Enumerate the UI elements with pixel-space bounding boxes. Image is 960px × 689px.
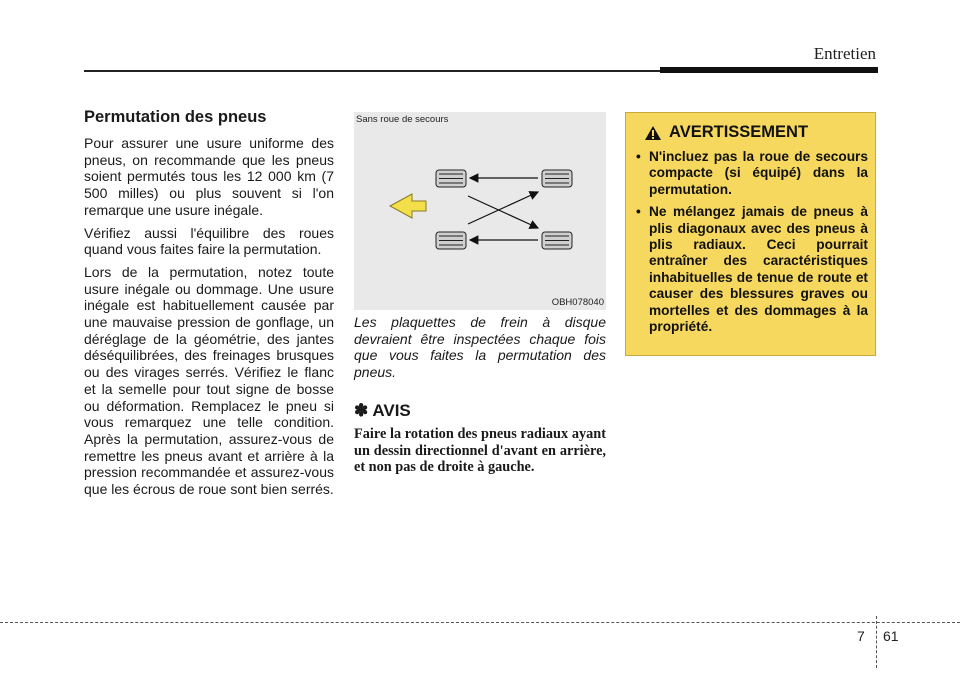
warning-item [636, 204, 868, 335]
paragraph: Vérifiez aussi l'équilibre des roues quand vous faites faire la permutation. [84, 224, 334, 258]
chapter-number: 7 [857, 628, 865, 644]
figure-caption: Sans roue de secours [356, 114, 449, 125]
tire-rear-left-icon [542, 170, 572, 187]
section-heading: Permutation des pneus [84, 108, 267, 126]
page-number: 61 [883, 628, 899, 644]
tire-rear-right-icon [542, 232, 572, 249]
section-title: Entretien [813, 44, 876, 63]
warning-header [644, 123, 808, 142]
rotation-arrow-icon [468, 196, 538, 228]
rotation-arrow-icon [468, 192, 538, 224]
avis-text: Faire la rotation des pneus radiaux ayant un dessin directionnel d'avant en arrière, et non pas de droite à gauche. [354, 426, 606, 475]
header-rule [84, 70, 664, 72]
footer-rule [0, 622, 960, 623]
header-rule-accent [660, 67, 878, 73]
warning-item [636, 149, 868, 198]
paragraph: Lors de la permutation, notez toute usure inégale ou dommage. Une usure inégale est habituellement causée par une mauvaise pression de gonflage, un déréglage de la géométrie, des jantes déséquilibrées, des freinages brusques ou des virages serrés. Vérifiez le flanc et la semelle pour tout signe de bosse ou déformation. Remplacez le pneu si vous remarquez une telle condition. Après la permutation, assurez-vous de remettre les pneus avant et arrière à la pression recommandée et assurez-vous que les écrous de roue sont bien serrés. [84, 263, 334, 498]
avis-title: ✽ AVIS [354, 401, 411, 420]
tire-rotation-diagram [354, 112, 606, 310]
warning-item-text: N'incluez pas la roue de secours compacte (si équipé) dans la permutation. [649, 149, 868, 197]
tire-front-left-icon [436, 170, 466, 187]
warning-title: AVERTISSEMENT [669, 123, 809, 141]
footer-divider [876, 616, 877, 668]
bullet: • [636, 204, 641, 220]
tire-front-right-icon [436, 232, 466, 249]
brake-note: Les plaquettes de frein à disque devraient être inspectées chaque fois que vous faites la permutation des pneus. [354, 314, 606, 381]
paragraph: Pour assurer une usure uniforme des pneus, on recommande que les pneus soient permutés tous les 12 000 km (7 500 milles) ou plus souvent si l'on remarque une usure inégale. [84, 135, 334, 218]
warning-triangle-icon [644, 125, 662, 141]
figure-code: OBH078040 [551, 297, 604, 308]
warning-item-text: Ne mélangez jamais de pneus à plis diagonaux avec des pneus à plis radiaux. Ceci pourrait entraîner des caractéristiques inhabituelles de tenue de route et causer des blessures graves ou mortelles et des dommages à la propriété. [649, 204, 868, 335]
forward-arrow-icon [390, 194, 426, 218]
left-column [84, 108, 334, 504]
tire-rotation-figure [354, 112, 606, 310]
warning-list [636, 149, 868, 341]
bullet: • [636, 149, 641, 164]
warning-box [625, 112, 876, 356]
